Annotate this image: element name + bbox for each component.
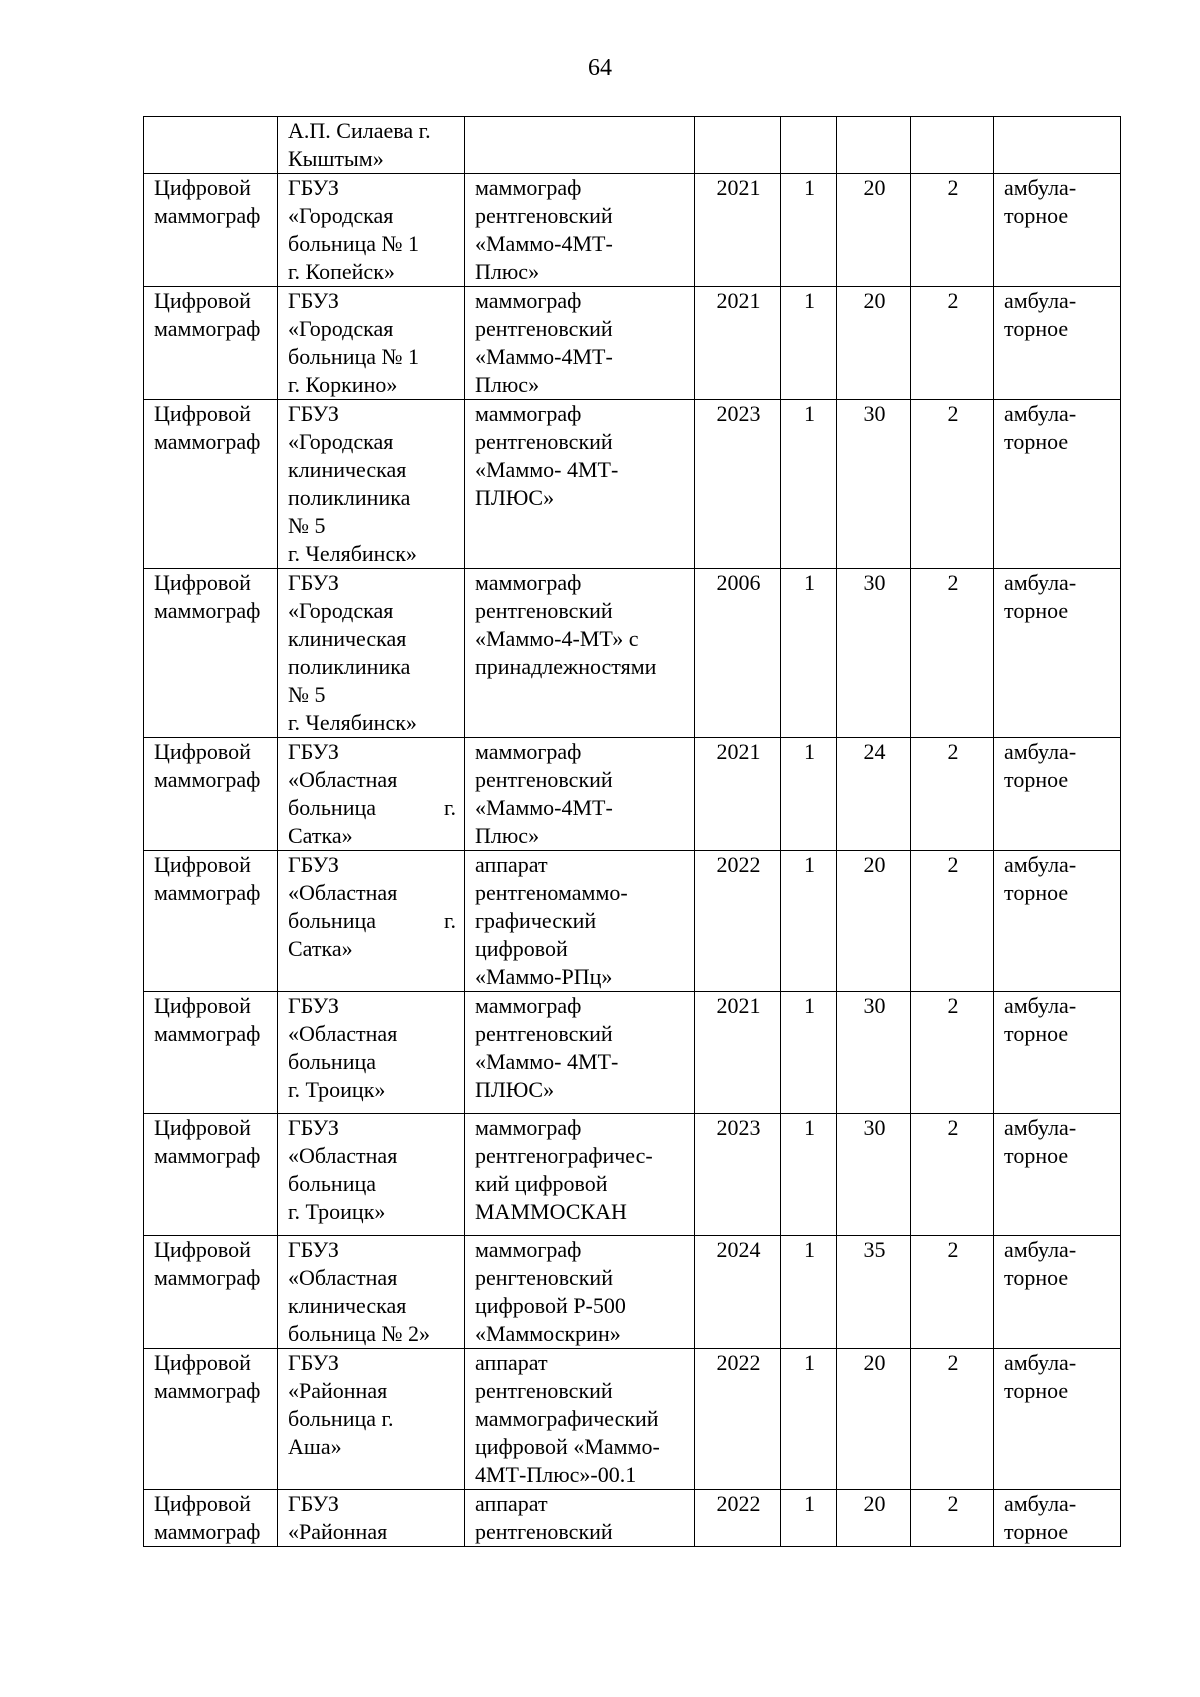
year-cell: 2021 [695,738,781,851]
organization-cell-line: ГБУЗ [288,739,339,764]
table-row [144,992,1121,1114]
year-cell: 2021 [695,287,781,400]
equipment-type-cell [144,992,278,1114]
model-cell-line: рентгеновский [475,1519,613,1544]
organization-cell-line: «Районная [288,1378,388,1403]
organization-cell-line: г. Коркино» [288,372,398,397]
table-row [144,287,1121,400]
equipment-type-cell [144,1349,278,1490]
quantity-cell: 1 [781,1490,837,1547]
model-cell-line: аппарат [475,1350,548,1375]
model-cell [465,174,695,287]
model-cell-line: цифровой «Маммо- [475,1434,660,1459]
year-cell [695,117,781,174]
value-cell: 20 [837,1349,911,1490]
value-cell: 30 [837,400,911,569]
quantity-cell: 1 [781,400,837,569]
usage-cell [994,1490,1121,1547]
model-cell-line: аппарат [475,852,548,877]
equipment-type-cell-line: маммограф [154,1021,261,1046]
organization-cell-line: г. Копейск» [288,259,395,284]
organization-cell-line: больница [288,1171,376,1196]
year-cell: 2022 [695,1490,781,1547]
model-cell [465,400,695,569]
value-cell: 30 [837,1114,911,1236]
usage-cell [994,174,1121,287]
table-row [144,738,1121,851]
model-cell-line: цифровой Р-500 [475,1293,626,1318]
model-cell-line: рентгеновский [475,767,613,792]
year-cell: 2022 [695,851,781,992]
usage-cell-line: торное [1004,429,1069,454]
organization-cell [278,400,465,569]
usage-cell-line: торное [1004,880,1069,905]
organization-cell-line: ГБУЗ [288,401,339,426]
usage-cell-line: амбула- [1004,1115,1077,1140]
organization-cell-line: больница г. [288,908,456,933]
model-cell [465,1490,695,1547]
model-cell-line: «Маммо-РПц» [475,964,613,989]
organization-cell-line: больница г. [288,1406,394,1431]
model-cell-line: рентгеновский [475,429,613,454]
value-cell: 2 [911,1490,994,1547]
quantity-cell: 1 [781,851,837,992]
usage-cell-line: амбула- [1004,852,1077,877]
value-cell: 20 [837,1490,911,1547]
organization-cell [278,1236,465,1349]
value-cell: 2 [911,992,994,1114]
quantity-cell: 1 [781,1349,837,1490]
value-cell: 30 [837,569,911,738]
value-cell: 2 [911,1349,994,1490]
model-cell [465,287,695,400]
equipment-type-cell [144,569,278,738]
organization-cell-line: больница г. [288,795,456,820]
equipment-table [143,116,1121,1547]
equipment-type-cell-line: маммограф [154,1519,261,1544]
model-cell-line: «Маммо-4МТ- [475,344,613,369]
model-cell-line: принадлежностями [475,654,657,679]
usage-cell-line: амбула- [1004,570,1077,595]
equipment-type-cell-line: маммограф [154,1143,261,1168]
usage-cell-line: торное [1004,598,1069,623]
value-cell [911,117,994,174]
model-cell-line: кий цифровой [475,1171,608,1196]
organization-cell-line: ГБУЗ [288,1491,339,1516]
organization-cell [278,1349,465,1490]
equipment-type-cell-line: маммограф [154,429,261,454]
equipment-type-cell [144,174,278,287]
organization-cell-line: А.П. Силаева г. [288,118,431,143]
model-cell-line: рентгенографичес- [475,1143,653,1168]
quantity-cell: 1 [781,1236,837,1349]
organization-cell-line: ГБУЗ [288,288,339,313]
model-cell-line: 4МТ-Плюс»-00.1 [475,1462,637,1487]
usage-cell-line: амбула- [1004,739,1077,764]
organization-cell-line: клиническая [288,1293,407,1318]
model-cell-line: ПЛЮС» [475,485,555,510]
value-cell: 20 [837,287,911,400]
usage-cell [994,400,1121,569]
usage-cell [994,569,1121,738]
model-cell-line: графический [475,908,597,933]
equipment-type-cell [144,287,278,400]
model-cell [465,1114,695,1236]
value-cell: 20 [837,174,911,287]
usage-cell-line: амбула- [1004,993,1077,1018]
model-cell-line: маммографический [475,1406,659,1431]
organization-cell [278,117,465,174]
organization-cell-line: больница № 1 [288,344,419,369]
value-cell: 2 [911,738,994,851]
usage-cell-line: торное [1004,1143,1069,1168]
equipment-type-cell-line: маммограф [154,1265,261,1290]
equipment-type-cell-line: Цифровой [154,993,251,1018]
equipment-type-cell-line: Цифровой [154,570,251,595]
table-row [144,1236,1121,1349]
model-cell-line: маммограф [475,570,582,595]
equipment-type-cell-line: маммограф [154,203,261,228]
model-cell-line: рентгеновский [475,1378,613,1403]
organization-cell [278,738,465,851]
organization-cell-line: больница № 2» [288,1321,430,1346]
organization-cell-line: ГБУЗ [288,852,339,877]
quantity-cell: 1 [781,287,837,400]
organization-cell-line: клиническая [288,457,407,482]
value-cell: 35 [837,1236,911,1349]
quantity-cell [781,117,837,174]
value-cell: 24 [837,738,911,851]
usage-cell [994,738,1121,851]
organization-cell-line: Кыштым» [288,146,384,171]
equipment-type-cell [144,1236,278,1349]
table-row [144,117,1121,174]
equipment-type-cell [144,400,278,569]
year-cell: 2022 [695,1349,781,1490]
model-cell-line: «Маммо-4МТ- [475,231,613,256]
usage-cell-line: амбула- [1004,1350,1077,1375]
value-cell: 2 [911,287,994,400]
usage-cell-line: торное [1004,203,1069,228]
model-cell-line: рентгеновский [475,598,613,623]
year-cell: 2024 [695,1236,781,1349]
organization-cell-line: № 5 [288,682,326,707]
model-cell [465,851,695,992]
usage-cell-line: торное [1004,767,1069,792]
usage-cell-line: торное [1004,1378,1069,1403]
organization-cell-line: ГБУЗ [288,570,339,595]
table-row [144,174,1121,287]
value-cell: 2 [911,1114,994,1236]
model-cell-line: Плюс» [475,823,540,848]
organization-cell-line: ГБУЗ [288,1350,339,1375]
organization-cell-line: «Районная [288,1519,388,1544]
organization-cell [278,992,465,1114]
usage-cell-line: торное [1004,1265,1069,1290]
model-cell [465,992,695,1114]
table-row [144,1114,1121,1236]
equipment-type-cell-line: Цифровой [154,1237,251,1262]
usage-cell [994,851,1121,992]
table-row [144,569,1121,738]
model-cell-line: маммограф [475,401,582,426]
model-cell [465,1349,695,1490]
organization-cell-line: № 5 [288,513,326,538]
year-cell: 2021 [695,992,781,1114]
equipment-type-cell-line: маммограф [154,880,261,905]
organization-cell-line: Сатка» [288,936,353,961]
organization-cell [278,1114,465,1236]
equipment-type-cell-line: Цифровой [154,739,251,764]
model-cell-line: аппарат [475,1491,548,1516]
quantity-cell: 1 [781,992,837,1114]
model-cell-line: «Маммо-4МТ- [475,795,613,820]
model-cell-line: Плюс» [475,259,540,284]
quantity-cell: 1 [781,738,837,851]
usage-cell-line: амбула- [1004,401,1077,426]
equipment-type-cell [144,1114,278,1236]
equipment-type-cell [144,1490,278,1547]
organization-cell-line: поликлиника [288,485,411,510]
usage-cell-line: торное [1004,1021,1069,1046]
equipment-type-cell-line: Цифровой [154,1115,251,1140]
table-row [144,851,1121,992]
quantity-cell: 1 [781,174,837,287]
organization-cell-line: Сатка» [288,823,353,848]
usage-cell [994,1114,1121,1236]
model-cell-line: МАММОСКАН [475,1199,627,1224]
model-cell-line: «Маммо- 4МТ- [475,457,619,482]
organization-cell-line: Аша» [288,1434,342,1459]
organization-cell-line: г. Троицк» [288,1199,386,1224]
usage-cell-line: амбула- [1004,1237,1077,1262]
model-cell [465,1236,695,1349]
model-cell-line: маммограф [475,1237,582,1262]
quantity-cell: 1 [781,569,837,738]
organization-cell [278,287,465,400]
equipment-type-cell-line: Цифровой [154,288,251,313]
organization-cell-line: «Областная [288,1021,398,1046]
organization-cell-line: клиническая [288,626,407,651]
organization-cell-line: больница № 1 [288,231,419,256]
year-cell: 2006 [695,569,781,738]
organization-cell-line: поликлиника [288,654,411,679]
table-row [144,1349,1121,1490]
table-row [144,400,1121,569]
organization-cell-line: «Городская [288,316,394,341]
equipment-type-cell-line: Цифровой [154,175,251,200]
equipment-type-cell [144,738,278,851]
model-cell-line: ПЛЮС» [475,1077,555,1102]
page-number: 64 [588,55,612,81]
model-cell-line: «Маммо- 4МТ- [475,1049,619,1074]
value-cell: 2 [911,174,994,287]
organization-cell-line: ГБУЗ [288,993,339,1018]
usage-cell [994,992,1121,1114]
year-cell: 2021 [695,174,781,287]
organization-cell-line: больница [288,1049,376,1074]
model-cell-line: рентгеновский [475,1021,613,1046]
usage-cell-line: торное [1004,316,1069,341]
equipment-type-cell [144,851,278,992]
value-cell: 30 [837,992,911,1114]
value-cell: 20 [837,851,911,992]
model-cell-line: цифровой [475,936,568,961]
equipment-type-cell-line: Цифровой [154,401,251,426]
usage-cell-line: амбула- [1004,288,1077,313]
organization-cell [278,569,465,738]
equipment-type-cell-line: маммограф [154,767,261,792]
organization-cell-line: ГБУЗ [288,1237,339,1262]
organization-cell-line: «Областная [288,1265,398,1290]
model-cell-line: маммограф [475,1115,582,1140]
model-cell-line: Плюс» [475,372,540,397]
organization-cell-line: ГБУЗ [288,175,339,200]
organization-cell-line: «Областная [288,1143,398,1168]
equipment-type-cell-line: маммограф [154,316,261,341]
value-cell: 2 [911,569,994,738]
value-cell: 2 [911,400,994,569]
usage-cell-line: амбула- [1004,1491,1077,1516]
model-cell-line: «Маммоскрин» [475,1321,621,1346]
equipment-type-cell-line: Цифровой [154,852,251,877]
model-cell-line: «Маммо-4-МТ» с [475,626,639,651]
usage-cell-line: торное [1004,1519,1069,1544]
year-cell: 2023 [695,1114,781,1236]
equipment-type-cell-line: Цифровой [154,1350,251,1375]
quantity-cell: 1 [781,1114,837,1236]
model-cell [465,117,695,174]
model-cell-line: маммограф [475,993,582,1018]
value-cell [837,117,911,174]
model-cell-line: ренгтеновский [475,1265,613,1290]
equipment-type-cell-line: маммограф [154,598,261,623]
value-cell: 2 [911,851,994,992]
organization-cell-line: «Городская [288,429,394,454]
model-cell-line: рентгеновский [475,316,613,341]
model-cell-line: маммограф [475,175,582,200]
model-cell [465,569,695,738]
model-cell-line: рентгеновский [475,203,613,228]
year-cell: 2023 [695,400,781,569]
model-cell-line: маммограф [475,288,582,313]
organization-cell-line: «Областная [288,880,398,905]
usage-cell [994,1349,1121,1490]
organization-cell-line: «Городская [288,203,394,228]
organization-cell-line: г. Троицк» [288,1077,386,1102]
equipment-type-cell [144,117,278,174]
model-cell-line: маммограф [475,739,582,764]
organization-cell-line: «Областная [288,767,398,792]
organization-cell-line: г. Челябинск» [288,710,417,735]
usage-cell [994,1236,1121,1349]
usage-cell [994,117,1121,174]
equipment-type-cell-line: маммограф [154,1378,261,1403]
usage-cell [994,287,1121,400]
organization-cell-line: «Городская [288,598,394,623]
organization-cell-line: г. Челябинск» [288,541,417,566]
equipment-type-cell-line: Цифровой [154,1491,251,1516]
model-cell [465,738,695,851]
model-cell-line: рентгеномаммо- [475,880,628,905]
table-row [144,1490,1121,1547]
organization-cell [278,174,465,287]
organization-cell-line: ГБУЗ [288,1115,339,1140]
value-cell: 2 [911,1236,994,1349]
organization-cell [278,1490,465,1547]
organization-cell [278,851,465,992]
usage-cell-line: амбула- [1004,175,1077,200]
